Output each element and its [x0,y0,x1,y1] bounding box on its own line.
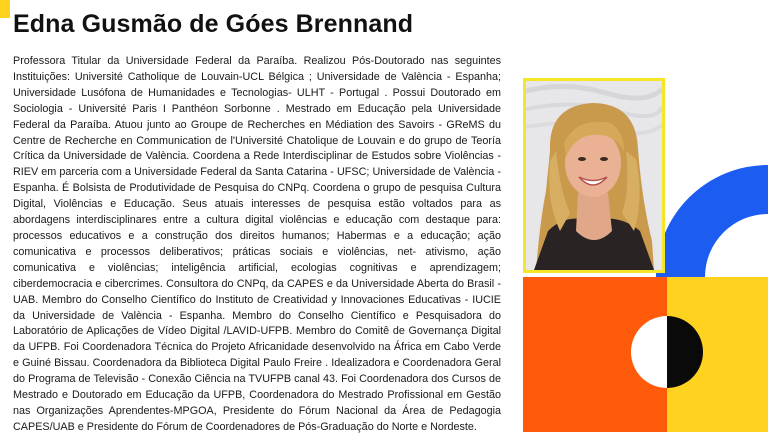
blue-arc-shape [656,165,768,277]
profile-photo [523,78,665,273]
page-title: Edna Gusmão de Góes Brennand [13,10,414,38]
corner-accent-block [0,0,10,18]
portrait-photo-icon [526,81,662,270]
bio-text: Professora Titular da Universidade Federal da Paraíba. Realizou Pós-Doutorado nas seguintes Instituições: Université Catholique de Louvain-UCL Bélgica ; Universidade de València - Espanha; Universidade Lusófona de Humanidades e Tecnologias- ULHT - Portugal . Possui Doutorado em Sociologia - Université Paris I Panthéon Sorbonne . Mestrado em Educação pela Universidade Federal da Paraíba. Atuou junto ao Groupe de Recherches en Médiation des Savoirs - GReMS du Centre de Recherche en Communication de l'Université Chatolique de Louvain e do grupo de Teoría Crítica da Universidade de València. Coordena a Rede Interdisciplinar de Estudos sobre Violências - RIEV em parceria com a Universidade Federal da Santa Catarina - UFSC; Universidade de València - Espanha. É Bolsista de Produtividade de Pesquisa do CNPq. Coordena o grupo de pesquisa Cultura Digital, Violências e Educação. Seus atuais interesses de pesquisa estão voltados para as abordagens interdisciplinares entre a cultura digital violências e educação com destaque para: processos educativos e a construção dos direitos humanos; Habermas e a educação; ação comunicativa e processos deliberativos; práticas sociais e violências, net- ativismo, ação comunicativa e violências; inteligência artificial, ecologias cognitivas e aprendizagem; ciberdemocracia e cibercrimes. Consultora do CNPq, da CAPES e da Universidade Aberta do Brasil - UAB. Membro do Conselho Científico do Instituto de Creatividad y Innovaciones Educativas - IUCIE da Universidade de València - Espanha. Membro do Conselho Científico e Pesquisadora do Laboratório de Aplicações de Vídeo Digital /LAVID-UFPB. Membro do Comitê de Governança Digital da UFPB. Foi Coordenadora Técnica do Projeto Africanidade desenvolvido na África em Cabo Verde e Guiné Bissau. Coordenadora da Biblioteca Digital Paulo Freire . Idealizadora e Coordenadora Geral do Programa de Televisão - Conexão Ciência na TVUFPB canal 43. Foi Coordenadora dos Cursos de Mestrado e Doutorado em Educação da UFPB, Coordenadora do Mestrado Profissional em Gestão nas Organizações Aprendentes-MPGOA, Presidente do Fórum Nacional da Área de Pedagogia CAPES/UAB e Presidente do Fórum de Coordenadores de Pós-Graduação do Norte e Nordeste. [13,55,501,433]
